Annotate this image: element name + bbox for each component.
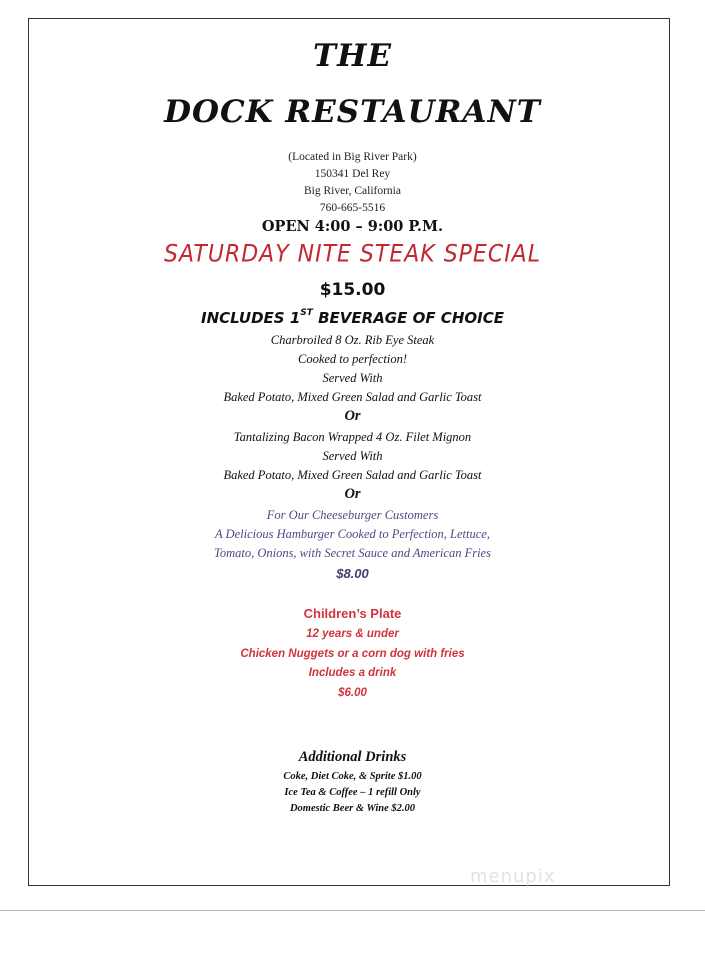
steak-sides: Baked Potato, Mixed Green Salad and Garlic Toast [223, 390, 482, 404]
filet-sides: Baked Potato, Mixed Green Salad and Garlic Toast [223, 468, 482, 482]
burger-description-line2: Tomato, Onions, with Secret Sauce and American Fries [214, 546, 491, 560]
restaurant-title-line2: DOCK RESTAURANT [164, 94, 541, 130]
burger-price: $8.00 [336, 566, 369, 581]
steak-served-with: Served With [322, 371, 383, 385]
phone-number: 760-665-5516 [319, 202, 386, 214]
filet-served-with: Served With [322, 449, 383, 463]
includes-prefix: INCLUDES 1 [201, 309, 301, 327]
location-note: (Located in Big River Park) [288, 151, 417, 163]
steak-note: Cooked to perfection! [298, 352, 407, 366]
children-plate-title: Children’s Plate [303, 606, 402, 621]
includes-superscript: ST [300, 308, 313, 318]
watermark: menupix [470, 866, 556, 887]
additional-drinks-title: Additional Drinks [298, 749, 407, 765]
children-item: Chicken Nuggets or a corn dog with fries [240, 648, 465, 660]
restaurant-title-line1: THE [313, 38, 392, 74]
children-drink: Includes a drink [308, 667, 397, 679]
drink-item: Ice Tea & Coffee – 1 refill Only [284, 787, 421, 798]
drink-item: Domestic Beer & Wine $2.00 [289, 803, 416, 814]
children-price: $6.00 [338, 687, 367, 699]
includes-suffix: BEVERAGE OF CHOICE [312, 309, 504, 327]
or-divider: Or [344, 408, 361, 424]
filet-item: Tantalizing Bacon Wrapped 4 Oz. Filet Mignon [233, 430, 472, 444]
page-divider [0, 910, 705, 911]
street-address: 150341 Del Rey [314, 168, 391, 180]
includes-beverage [0, 309, 705, 327]
burger-description-line1: A Delicious Hamburger Cooked to Perfection, Lettuce, [215, 527, 490, 541]
or-divider: Or [344, 486, 361, 502]
burger-heading: For Our Cheeseburger Customers [266, 508, 439, 522]
children-age: 12 years & under [306, 628, 399, 640]
opening-hours: OPEN 4:00 – 9:00 P.M. [261, 218, 444, 235]
steak-item: Charbroiled 8 Oz. Rib Eye Steak [270, 333, 435, 347]
drink-item: Coke, Diet Coke, & Sprite $1.00 [283, 771, 422, 782]
city: Big River, California [304, 185, 401, 197]
special-price: $15.00 [319, 280, 386, 300]
special-title: SATURDAY NITE STEAK SPECIAL [163, 240, 541, 269]
